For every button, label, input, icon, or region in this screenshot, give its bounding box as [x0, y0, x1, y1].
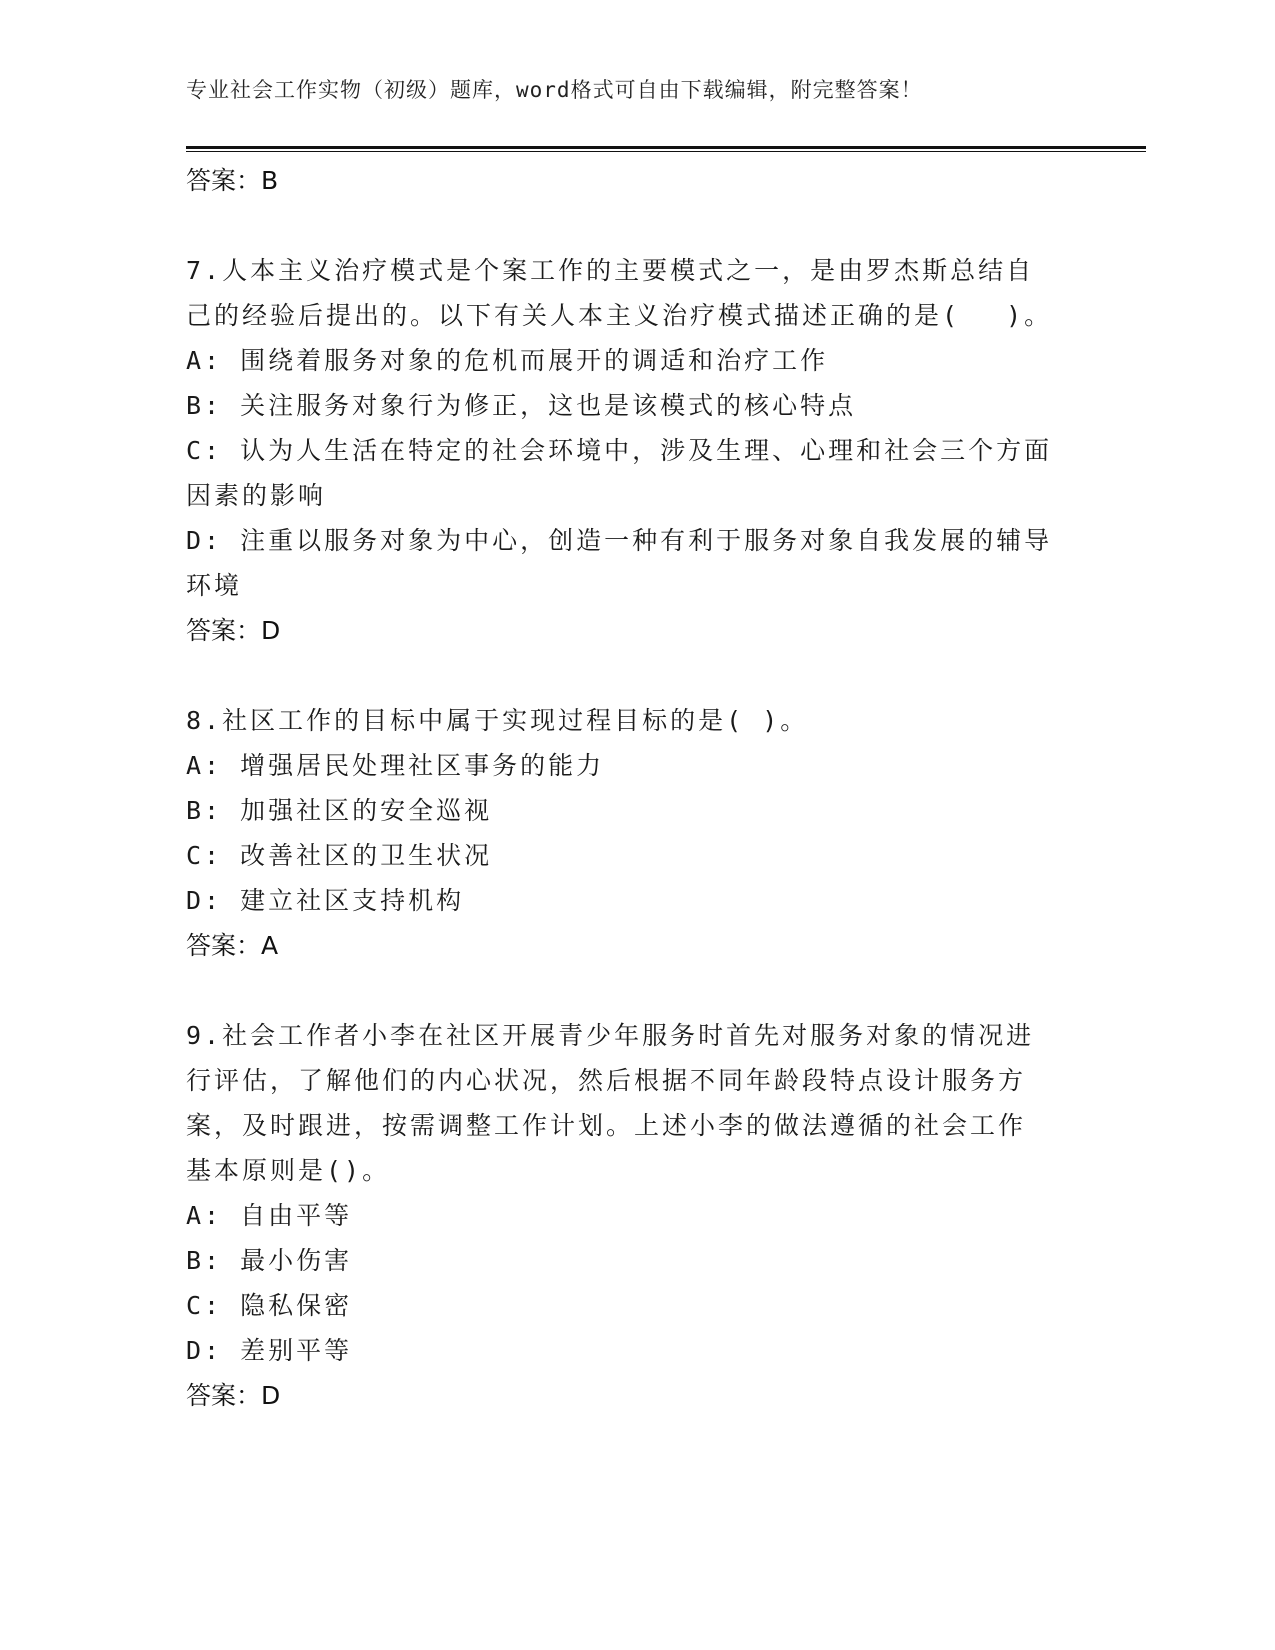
option-c-continued: 因素的影响 [186, 481, 327, 510]
spacer [186, 203, 1086, 248]
question-block [186, 1013, 1086, 1418]
option-a: A: 自由平等 [186, 1201, 353, 1230]
question-block [186, 698, 1086, 968]
option-b: B: 关注服务对象行为修正，这也是该模式的核心特点 [186, 391, 857, 420]
option-b: B: 加强社区的安全巡视 [186, 796, 493, 825]
option-c: C: 改善社区的卫生状况 [186, 841, 493, 870]
document-body [186, 158, 1086, 1418]
question-stem-line: 7.人本主义治疗模式是个案工作的主要模式之一，是由罗杰斯总结自 [186, 256, 1035, 285]
option-a: A: 增强居民处理社区事务的能力 [186, 751, 605, 780]
option-c: C: 认为人生活在特定的社会环境中，涉及生理、心理和社会三个方面 [186, 436, 1053, 465]
answer-line: 答案：D [186, 1381, 281, 1410]
option-d-continued: 环境 [186, 571, 243, 600]
question-stem-line: 8.社区工作的目标中属于实现过程目标的是( )。 [186, 706, 809, 735]
option-d: D: 差别平等 [186, 1336, 353, 1365]
answer-line: 答案：D [186, 616, 281, 645]
page-header: 专业社会工作实物（初级）题库，word格式可自由下载编辑，附完整答案！ [186, 78, 923, 102]
option-d: D: 建立社区支持机构 [186, 886, 465, 915]
spacer [186, 968, 1086, 1013]
question-stem-line: 基本原则是()。 [186, 1156, 391, 1185]
spacer [186, 653, 1086, 698]
question-stem-line: 行评估，了解他们的内心状况，然后根据不同年龄段特点设计服务方 [186, 1066, 1027, 1095]
header-rule-thin [186, 151, 1146, 152]
header-rule-thick [186, 146, 1146, 149]
question-stem-line: 9.社会工作者小李在社区开展青少年服务时首先对服务对象的情况进 [186, 1021, 1035, 1050]
option-a: A: 围绕着服务对象的危机而展开的调适和治疗工作 [186, 346, 829, 375]
question-stem-line: 己的经验后提出的。以下有关人本主义治疗模式描述正确的是( )。 [186, 301, 1053, 330]
option-b: B: 最小伤害 [186, 1246, 353, 1275]
question-block [186, 248, 1086, 653]
previous-answer: 答案：B [186, 166, 279, 195]
option-c: C: 隐私保密 [186, 1291, 353, 1320]
question-stem-line: 案，及时跟进，按需调整工作计划。上述小李的做法遵循的社会工作 [186, 1111, 1027, 1140]
option-d: D: 注重以服务对象为中心，创造一种有利于服务对象自我发展的辅导 [186, 526, 1053, 555]
answer-line: 答案：A [186, 931, 279, 960]
